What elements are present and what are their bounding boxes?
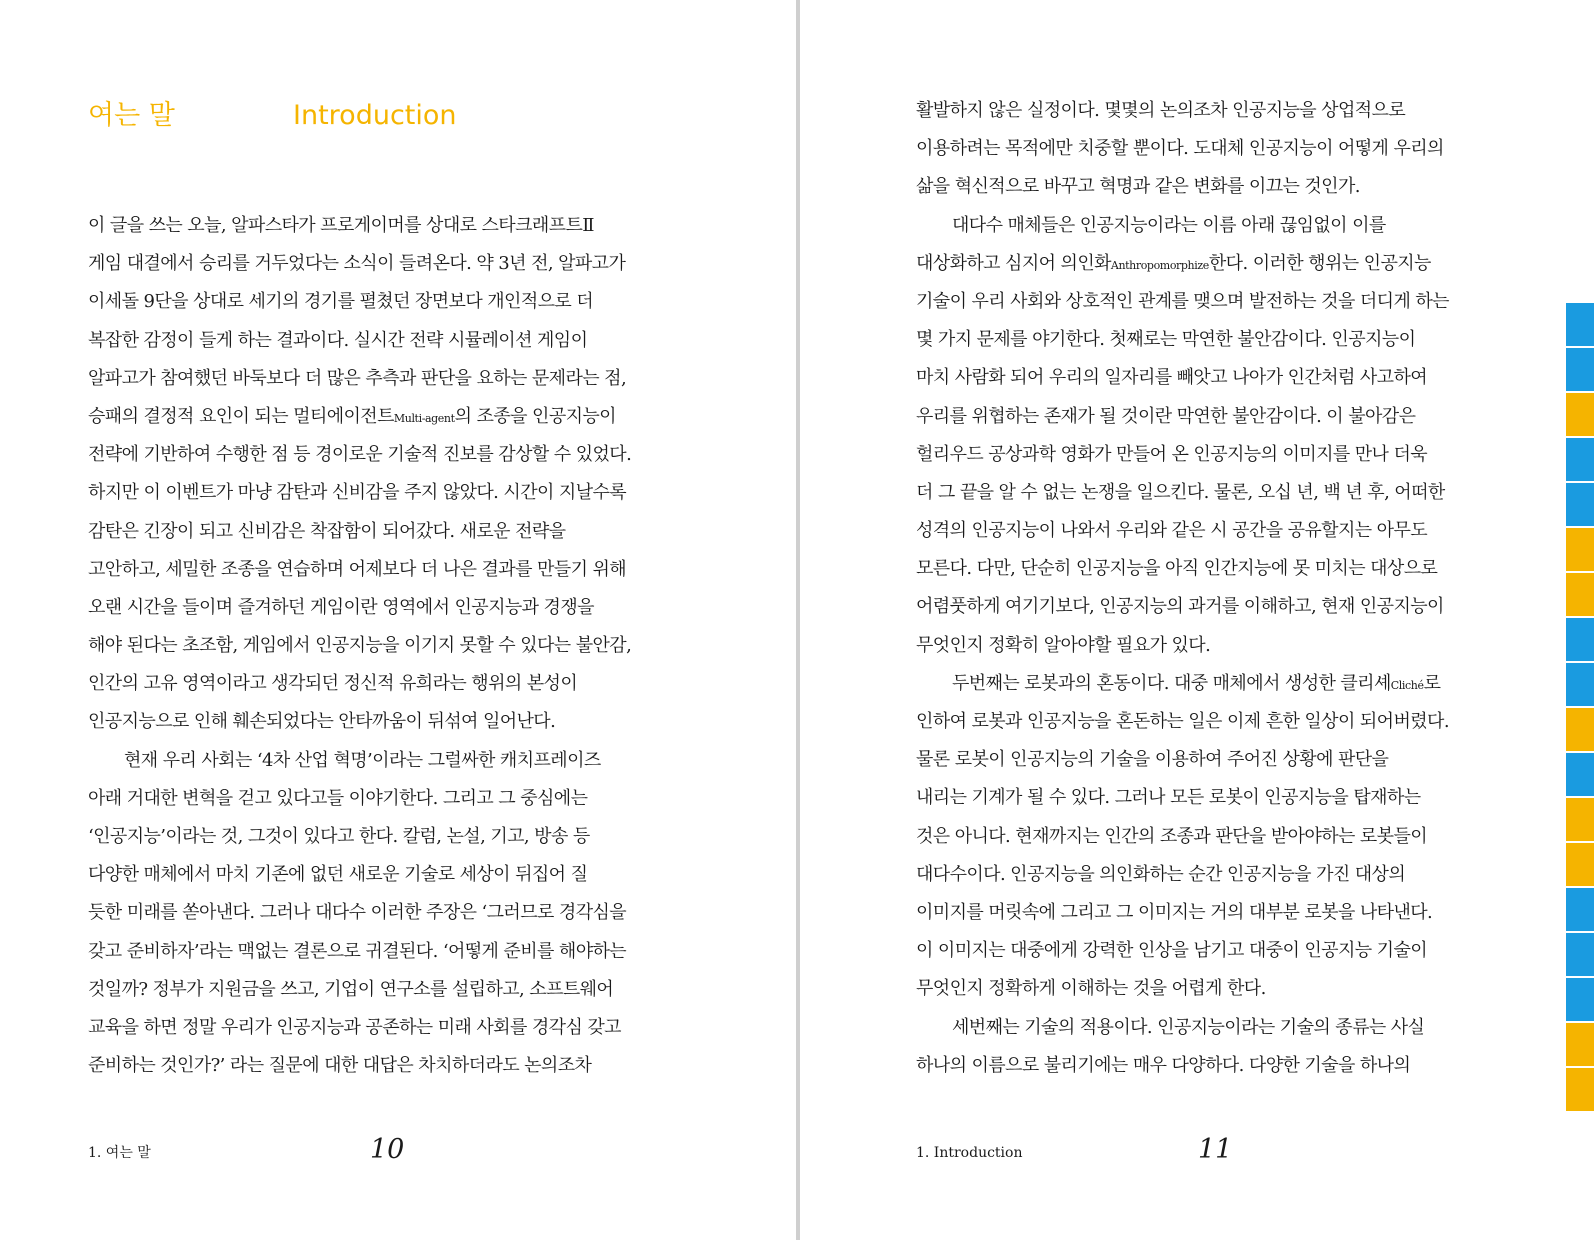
thumb-tab-yellow [1566,528,1594,571]
english-term: Cliché [1390,678,1424,692]
thumb-tab-yellow [1566,1023,1594,1066]
text-line: 오랜 시간을 들이며 즐겨하던 게임이란 영역에서 인공지능과 경쟁을 [88,596,594,618]
text-line: 이세돌 9단을 상대로 세기의 경기를 펼쳤던 장면보다 개인적으로 더 [88,291,594,313]
thumb-tab-yellow [1566,1068,1594,1111]
text-line: 우리를 위협하는 존재가 될 것이란 막연한 불안감이다. 이 불아감은 [916,405,1416,427]
thumb-tab-blue [1566,888,1594,931]
thumb-tab-yellow [1566,573,1594,616]
text-line: 갖고 준비하자’라는 맥없는 결론으로 귀결된다. ‘어떻게 준비를 해야하는 [88,940,627,962]
text-line: 다양한 매체에서 마치 기존에 없던 새로운 기술로 세상이 뒤집어 질 [88,864,588,886]
text-line: 인공지능으로 인해 훼손되었다는 안타까움이 뒤섞여 일어난다. [88,711,556,733]
text-line: 기술이 우리 사회와 상호적인 관계를 맺으며 발전하는 것을 더디게 하는 [916,290,1449,312]
text-segment: 한다. 이러한 행위는 인공지능 [1208,252,1431,274]
text-line: 하나의 이름으로 불리기에는 매우 다양하다. 다양한 기술을 하나의 [916,1054,1411,1076]
thumb-tab-blue [1566,348,1594,391]
thumb-tab-blue [1566,663,1594,706]
right-footer-label: 1. Introduction [916,1145,1023,1161]
thumb-tab-blue [1566,618,1594,661]
thumb-tab-blue [1566,303,1594,346]
chapter-heading-korean: 여는 말 [88,100,175,131]
text-line: 무엇인지 정확히 알아야할 필요가 있다. [916,634,1211,656]
text-line: 대다수 매체들은 인공지능이라는 이름 아래 끊임없이 이를 [952,214,1386,236]
thumb-index-tabs [1566,303,1594,1113]
text-line: 이 이미지는 대중에게 강력한 인상을 남기고 대중이 인공지능 기술이 [916,940,1428,962]
text-segment: 대상화하고 심지어 의인화 [916,252,1111,274]
text-line: 것은 아니다. 현재까지는 인간의 조종과 판단을 받아야하는 로봇들이 [916,825,1428,847]
text-line [916,245,1449,283]
text-line: 활발하지 않은 실정이다. 몇몇의 논의조차 인공지능을 상업적으로 [916,100,1406,121]
text-line: ‘인공지능’이라는 것, 그것이 있다고 한다. 칼럼, 논설, 기고, 방송 등 [88,826,590,847]
thumb-tab-blue [1566,483,1594,526]
thumb-tab-yellow [1566,798,1594,841]
text-line: 복잡한 감정이 들게 하는 결과이다. 실시간 전략 시뮬레이션 게임이 [88,329,588,351]
text-line: 물론 로봇이 인공지능의 기술을 이용하여 주어진 상황에 판단을 [916,749,1389,771]
text-line [88,398,631,436]
text-line: 전략에 기반하여 수행한 점 등 경이로운 기술적 진보를 감상할 수 있었다. [88,444,632,466]
right-body-text [916,92,1449,1085]
text-line: 알파고가 참여했던 바둑보다 더 많은 추측과 판단을 요하는 문제라는 점, [88,367,627,389]
left-footer-label: 1. 여는 말 [88,1145,151,1161]
text-line: 어렴풋하게 여기기보다, 인공지능의 과거를 이해하고, 현재 인공지능이 [916,596,1444,618]
text-line: 내리는 기계가 될 수 있다. 그러나 모든 로봇이 인공지능을 탑재하는 [916,787,1421,809]
right-page-number: 11 [1198,1134,1233,1165]
text-line: 몇 가지 문제를 야기한다. 첫째로는 막연한 불안감이다. 인공지능이 [916,329,1416,351]
text-line: 게임 대결에서 승리를 거두었다는 소식이 들려온다. 약 3년 전, 알파고가 [88,253,626,275]
thumb-tab-yellow [1566,843,1594,886]
text-line: 이미지를 머릿속에 그리고 그 이미지는 거의 대부분 로봇을 나타낸다. [916,901,1433,923]
text-line: 마치 사람화 되어 우리의 일자리를 빼앗고 나아가 인간처럼 사고하여 [916,367,1428,389]
left-page [0,0,796,1240]
text-line: 헐리우드 공상과학 영화가 만들어 온 인공지능의 이미지를 만나 더욱 [916,443,1428,465]
text-line: 하지만 이 이벤트가 마냥 감탄과 신비감을 주지 않았다. 시간이 지날수록 [88,482,627,504]
thumb-tab-yellow [1566,393,1594,436]
text-line: 무엇인지 정확하게 이해하는 것을 어렵게 한다. [916,978,1266,1000]
english-term: Multi-agent [393,411,455,425]
chapter-heading-english: Introduction [293,100,457,131]
text-line: 인간의 고유 영역이라고 생각되던 정신적 유희라는 행위의 본성이 [88,673,578,695]
text-line: 세번째는 기술의 적용이다. 인공지능이라는 기술의 종류는 사실 [952,1016,1425,1038]
text-line: 아래 거대한 변혁을 걷고 있다고들 이야기한다. 그리고 그 중심에는 [88,787,588,809]
left-body-text [88,207,631,1085]
thumb-tab-blue [1566,438,1594,481]
text-line: 모른다. 다만, 단순히 인공지능을 아직 인간지능에 못 미치는 대상으로 [916,558,1438,580]
text-line: 현재 우리 사회는 ‘4차 산업 혁명’이라는 그럴싸한 캐치프레이즈 [124,749,601,771]
text-line: 해야 된다는 초조함, 게임에서 인공지능을 이기지 못할 수 있다는 불안감, [88,635,632,657]
thumb-tab-blue [1566,933,1594,976]
left-page-number: 10 [370,1134,405,1165]
english-term: Anthropomorphize [1110,258,1209,272]
text-segment: 승패의 결정적 요인이 되는 멀티에이전트 [88,405,394,427]
thumb-tab-blue [1566,753,1594,796]
text-line: 고안하고, 세밀한 조종을 연습하며 어제보다 더 나은 결과를 만들기 위해 [88,558,627,580]
text-line: 삶을 혁신적으로 바꾸고 혁명과 같은 변화를 이끄는 것인가. [916,176,1360,198]
right-page [800,0,1594,1240]
text-line: 성격의 인공지능이 나와서 우리와 같은 시 공간을 공유할지는 아무도 [916,520,1428,542]
text-line: 이 글을 쓰는 오늘, 알파스타가 프로게이머를 상대로 스타크래프트Ⅱ [88,215,594,236]
text-line: 이용하려는 목적에만 치중할 뿐이다. 도대체 인공지능이 어떻게 우리의 [916,138,1444,160]
text-line: 감탄은 긴장이 되고 신비감은 착잡함이 되어갔다. 새로운 전략을 [88,520,566,542]
text-line: 듯한 미래를 쏟아낸다. 그러나 대다수 이러한 주장은 ‘그러므로 경각심을 [88,902,627,924]
text-line [916,665,1449,703]
thumb-tab-blue [1566,978,1594,1021]
text-line: 인하여 로봇과 인공지능을 혼돈하는 일은 이제 흔한 일상이 되어버렸다. [916,711,1449,732]
text-segment: 두번째는 로봇과의 혼동이다. 대중 매체에서 생성한 클리셰 [952,672,1391,694]
text-segment: 의 조종을 인공지능이 [454,405,616,427]
text-line: 것일까? 정부가 지원금을 쓰고, 기업이 연구소를 설립하고, 소프트웨어 [88,978,614,1000]
text-segment: 로 [1423,672,1441,694]
thumb-tab-yellow [1566,708,1594,751]
text-line: 준비하는 것인가?’ 라는 질문에 대한 대답은 차치하더라도 논의조차 [88,1055,592,1077]
text-line: 더 그 끝을 알 수 없는 논쟁을 일으킨다. 물론, 오십 년, 백 년 후, 어떠한 [916,481,1445,503]
text-line: 교육을 하면 정말 우리가 인공지능과 공존하는 미래 사회를 경각심 갖고 [88,1016,621,1038]
text-line: 대다수이다. 인공지능을 의인화하는 순간 인공지능을 가진 대상의 [916,863,1406,885]
